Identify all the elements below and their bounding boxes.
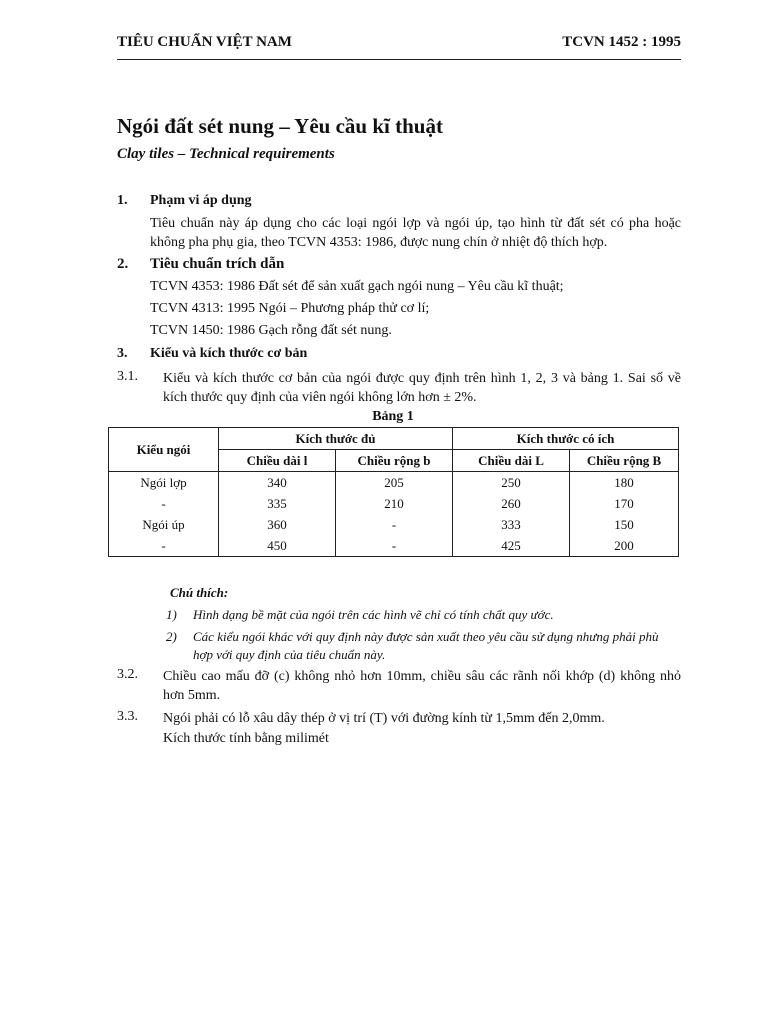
table-cell: -	[109, 493, 219, 514]
notes-heading: Chú thích:	[170, 585, 229, 600]
header-tile-type: Kiểu ngói	[109, 428, 219, 472]
table-row	[109, 514, 679, 535]
header-useful-length: Chiều dài L	[453, 450, 570, 472]
table-cell: 335	[219, 493, 336, 514]
section-1-text: Tiêu chuẩn này áp dụng cho các loại ngói lợp và ngói úp, tạo hình từ đất sét có pha hoặc không pha phụ gia, theo TCVN 4353: 1986, được nung chín ở nhiệt độ thích hợp.	[150, 216, 681, 250]
header-full-width: Chiều rộng b	[336, 450, 453, 472]
clause-3-3-text: Ngói phải có lỗ xâu dây thép ở vị trí (T) với đường kính từ 1,5mm đến 2,0mm.	[163, 711, 605, 726]
section-1-number: 1.	[117, 193, 128, 208]
section-2-number: 2.	[117, 256, 129, 272]
table-cell: 200	[570, 535, 679, 557]
note-number: 1)	[166, 607, 177, 622]
reference-item: TCVN 4353: 1986 Đất sét để sản xuất gạch ngói nung – Yêu cầu kĩ thuật;	[150, 279, 564, 294]
table-row	[109, 493, 679, 514]
table-row	[109, 535, 679, 557]
section-3-title: Kiểu và kích thước cơ bản	[150, 346, 308, 361]
table-cell: -	[109, 535, 219, 557]
table-cell: 180	[570, 472, 679, 494]
table-cell: -	[336, 514, 453, 535]
unit-note: Kích thước tính bằng milimét	[163, 731, 329, 746]
header-standard-name: TIÊU CHUẨN VIỆT NAM	[117, 34, 292, 50]
table-cell: 170	[570, 493, 679, 514]
table-cell: 450	[219, 535, 336, 557]
table-cell: 360	[219, 514, 336, 535]
note-text: Hình dạng bề mặt của ngói trên các hình vẽ chỉ có tính chất quy ước.	[193, 607, 554, 622]
header-full-dimensions: Kích thước đủ	[219, 428, 453, 450]
table-caption: Bảng 1	[372, 409, 414, 424]
table-cell: Ngói lợp	[109, 472, 219, 494]
section-2-title: Tiêu chuẩn trích dẫn	[150, 256, 285, 272]
clause-3-1-text: Kiểu và kích thước cơ bản của ngói được quy định trên hình 1, 2, 3 và bảng 1. Sai số về kích thước quy định của viên ngói không lớn hơn ± 2%.	[163, 371, 681, 405]
header-standard-code: TCVN 1452 : 1995	[562, 34, 681, 50]
table-row	[109, 472, 679, 494]
note-text: Các kiểu ngói khác với quy định này được sản xuất theo yêu cầu sử dụng nhưng phải phù hợp với quy định của tiêu chuẩn này.	[193, 629, 659, 662]
table-cell: 333	[453, 514, 570, 535]
clause-3-1-number: 3.1.	[117, 369, 138, 384]
reference-item: TCVN 4313: 1995 Ngói – Phương pháp thử cơ lí;	[150, 301, 430, 316]
table-cell: 210	[336, 493, 453, 514]
document-subtitle: Clay tiles – Technical requirements	[117, 146, 335, 162]
table-cell: 340	[219, 472, 336, 494]
section-3-number: 3.	[117, 346, 128, 361]
section-1-title: Phạm vi áp dụng	[150, 193, 252, 208]
clause-3-2-text: Chiều cao mấu đỡ (c) không nhỏ hơn 10mm, chiều sâu các rãnh nối khớp (d) không nhỏ hơn 5mm.	[163, 669, 681, 703]
page-header	[117, 34, 681, 51]
header-useful-width: Chiều rộng B	[570, 450, 679, 472]
table-cell: Ngói úp	[109, 514, 219, 535]
table-cell: 250	[453, 472, 570, 494]
table-cell: -	[336, 535, 453, 557]
table-cell: 260	[453, 493, 570, 514]
header-full-length: Chiều dài l	[219, 450, 336, 472]
clause-3-3-number: 3.3.	[117, 709, 138, 724]
table-cell: 150	[570, 514, 679, 535]
reference-item: TCVN 1450: 1986 Gạch rỗng đất sét nung.	[150, 323, 392, 338]
note-number: 2)	[166, 629, 177, 644]
dimensions-table	[108, 427, 679, 557]
clause-3-2-number: 3.2.	[117, 667, 138, 682]
header-divider	[117, 59, 681, 60]
header-useful-dimensions: Kích thước có ích	[453, 428, 679, 450]
table-cell: 425	[453, 535, 570, 557]
table-cell: 205	[336, 472, 453, 494]
table-header-row	[109, 428, 679, 450]
document-title: Ngói đất sét nung – Yêu cầu kĩ thuật	[117, 114, 443, 138]
